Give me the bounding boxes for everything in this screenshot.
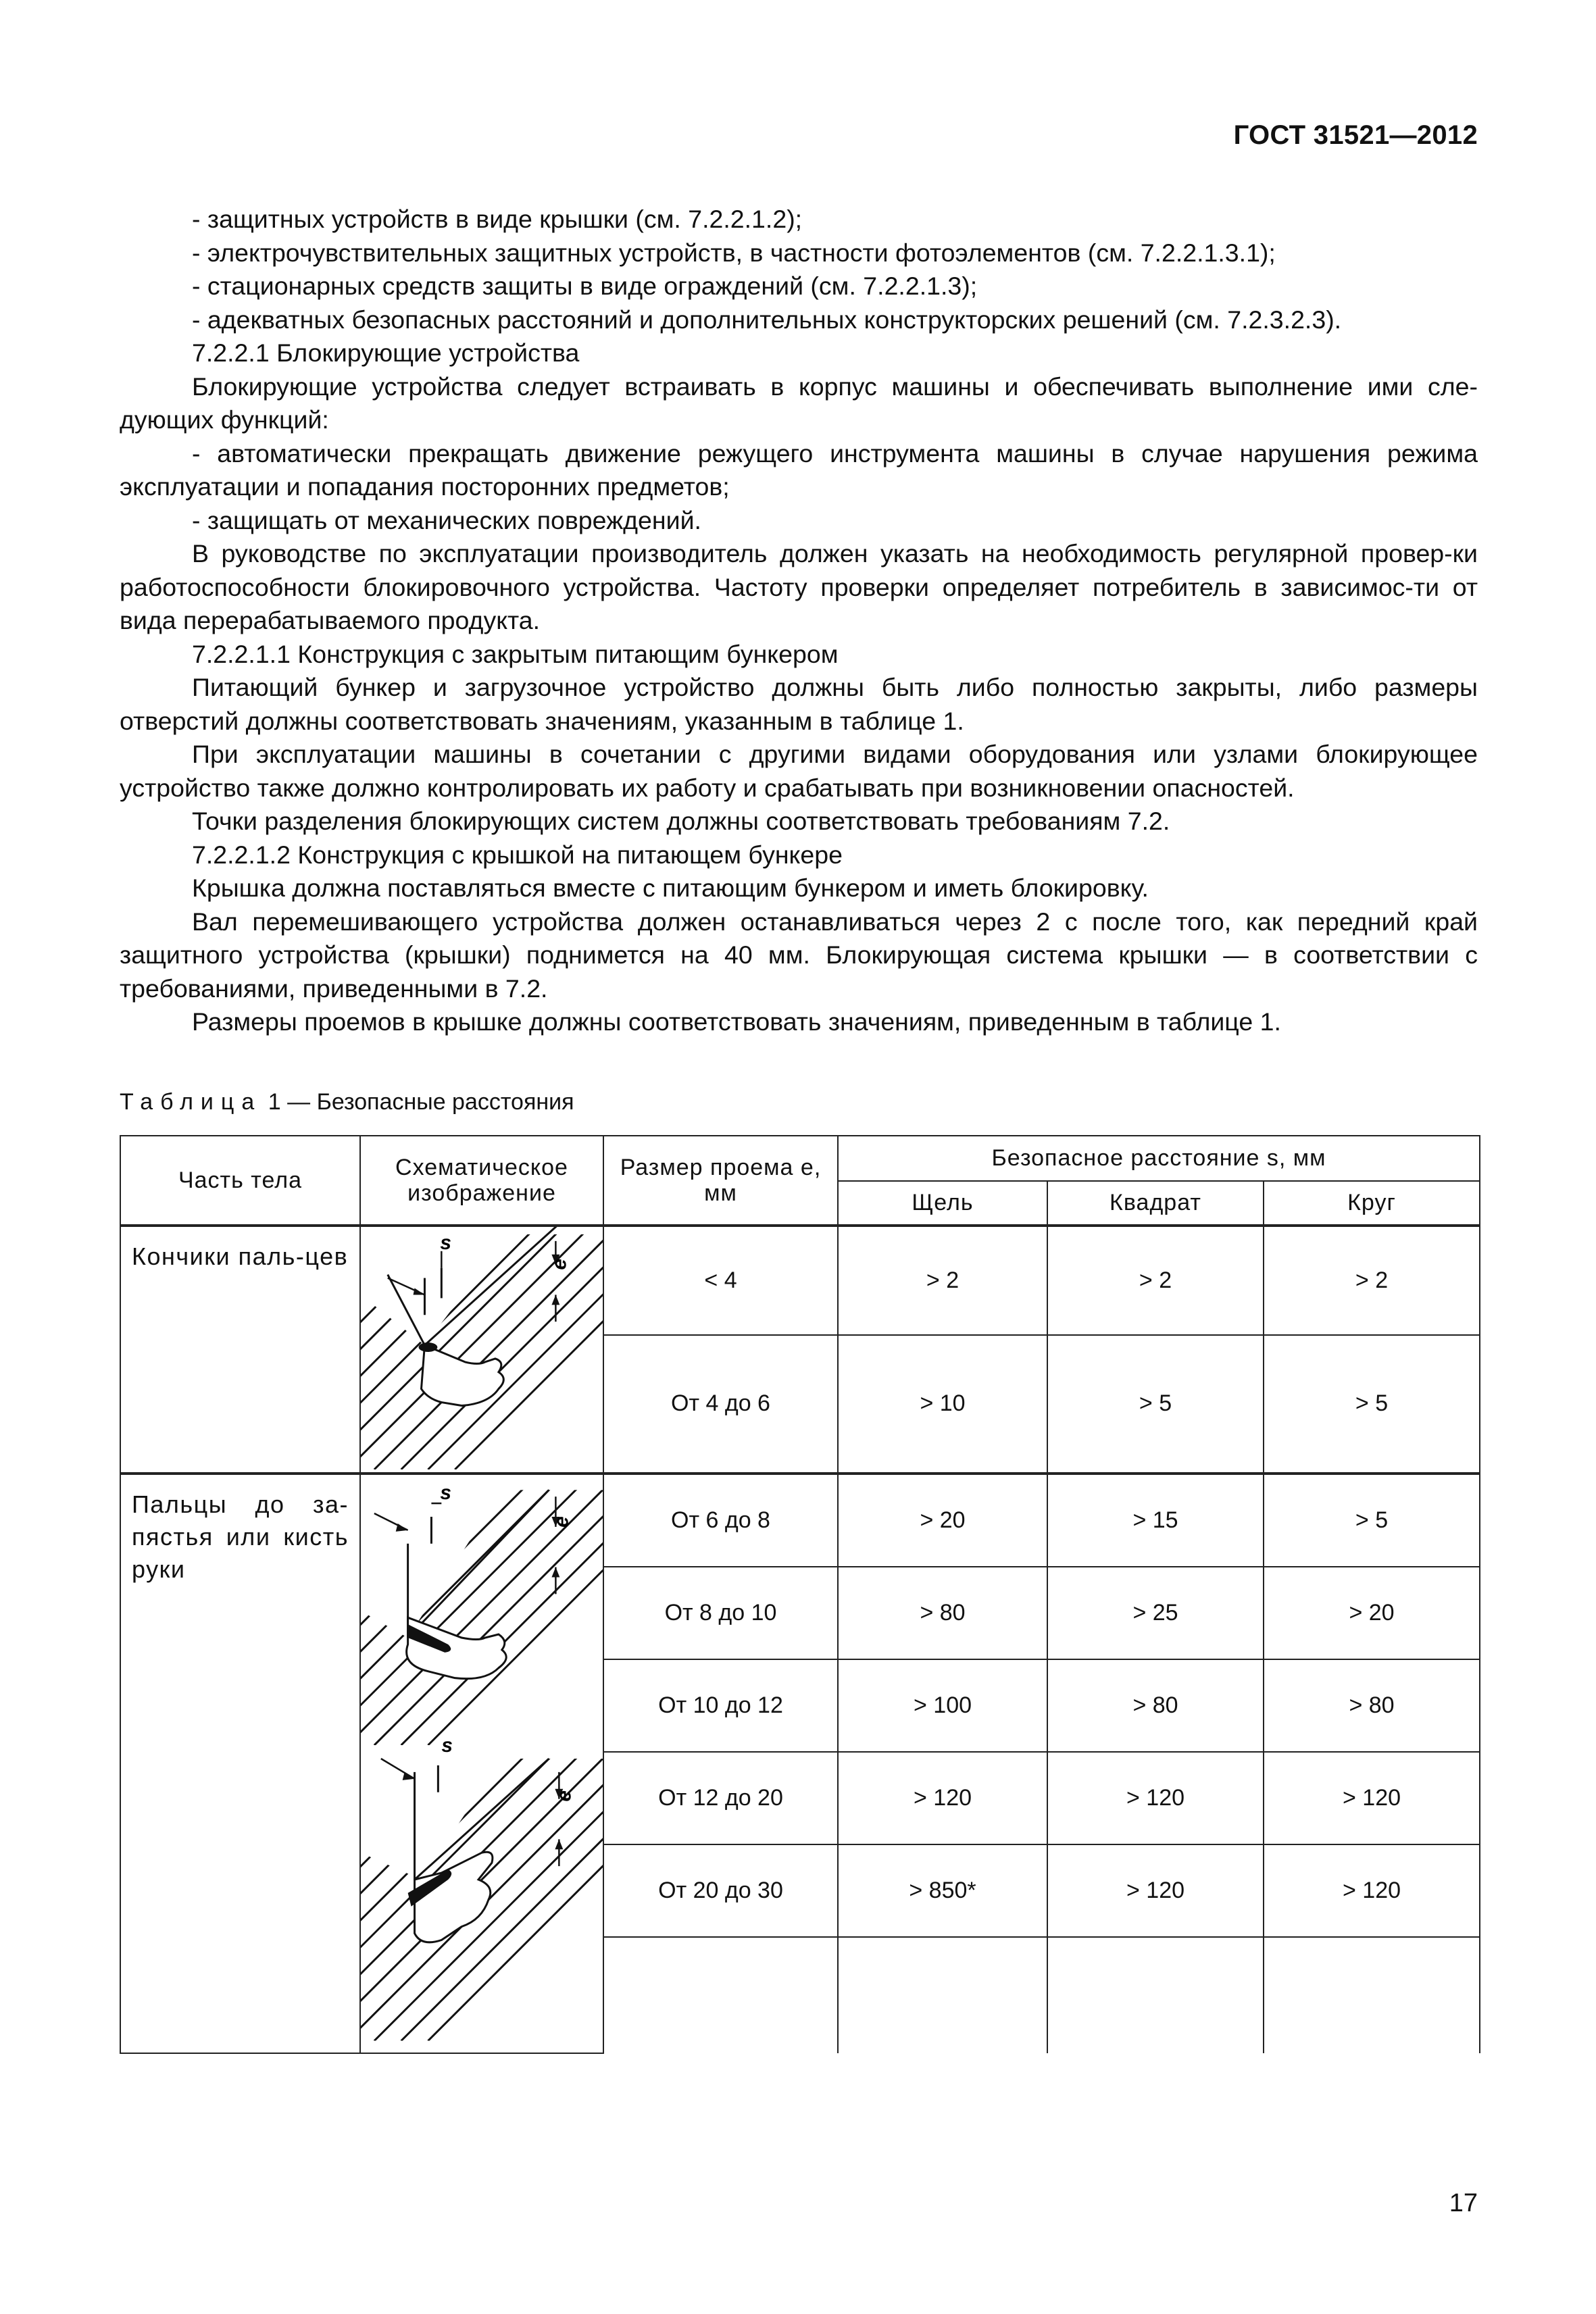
slot-distance: > 2 xyxy=(838,1226,1047,1334)
opening-size: От 8 до 10 xyxy=(603,1567,838,1659)
body-part-label: Пальцы до за-пястья или кисть руки xyxy=(120,1474,360,2053)
header-square: Квадрат xyxy=(1047,1181,1264,1226)
slot-distance: > 20 xyxy=(838,1474,1047,1566)
circle-distance: > 120 xyxy=(1264,1752,1480,1844)
empty-cell xyxy=(603,1937,838,2053)
paragraph: - адекватных безопасных расстояний и дополнительных конструкторских решений (см. 7.2.3.2.3). xyxy=(192,305,1342,334)
header-safe-distance: Безопасное расстояние s, мм xyxy=(838,1136,1480,1181)
slot-distance: > 120 xyxy=(838,1752,1047,1844)
paragraph: - электрочувствительных защитных устройств, в частности фотоэлементов (см. 7.2.2.1.3.1); xyxy=(192,238,1276,267)
opening-size: От 4 до 6 xyxy=(603,1335,838,1474)
diagram-cell xyxy=(360,1474,603,2053)
empty-cell xyxy=(1047,1937,1264,2053)
table-row xyxy=(120,1474,1480,1566)
paragraph: Размеры проемов в крышке должны соответствовать значениям, приведенным в таблице 1. xyxy=(192,1007,1281,1036)
opening-size: От 12 до 20 xyxy=(603,1752,838,1844)
square-distance: > 120 xyxy=(1047,1752,1264,1844)
e-label: e xyxy=(550,1516,573,1528)
square-distance: > 80 xyxy=(1047,1659,1264,1752)
paragraph: - стационарных средств защиты в виде ограждений (см. 7.2.2.1.3); xyxy=(192,272,978,300)
paragraph: Питающий бункер и загрузочное устройство должны быть либо полностью закрыты, либо размеры отверстий должны соответствовать значениям, указанным в таблице 1. xyxy=(120,673,1478,735)
slot-distance: > 100 xyxy=(838,1659,1047,1752)
fingertip-diagram xyxy=(361,1227,603,1470)
opening-size: От 6 до 8 xyxy=(603,1474,838,1566)
section-heading: 7.2.2.1 Блокирующие устройства xyxy=(192,338,580,367)
opening-size: < 4 xyxy=(603,1226,838,1334)
opening-size: От 10 до 12 xyxy=(603,1659,838,1752)
body-part-label: Кончики паль-цев xyxy=(120,1226,360,1474)
header-circle: Круг xyxy=(1264,1181,1480,1226)
empty-cell xyxy=(838,1937,1047,2053)
paragraph: - защищать от механических повреждений. xyxy=(192,505,701,534)
square-distance: > 120 xyxy=(1047,1844,1264,1937)
table-caption xyxy=(120,1089,574,1115)
paragraph: В руководстве по эксплуатации производитель должен указать на необходимость регулярной провер-ки работоспособности блокировочного устройства. Частоту проверки определяет потребитель в зависимос-ти от вида перерабатываемого продукта. xyxy=(120,539,1478,634)
circle-distance: > 80 xyxy=(1264,1659,1480,1752)
paragraph: Крышка должна поставляться вместе с питающим бункером и иметь блокировку. xyxy=(192,874,1149,902)
square-distance: > 5 xyxy=(1047,1335,1264,1474)
circle-distance: > 5 xyxy=(1264,1335,1480,1474)
hand-diagram xyxy=(361,1475,603,2042)
header-opening-size: Размер проема e, мм xyxy=(603,1136,838,1226)
table-row xyxy=(120,1226,1480,1334)
circle-distance: > 2 xyxy=(1264,1226,1480,1334)
paragraph: Точки разделения блокирующих систем должны соответствовать требованиям 7.2. xyxy=(192,807,1170,835)
circle-distance: > 5 xyxy=(1264,1474,1480,1566)
header-slot: Щель xyxy=(838,1181,1047,1226)
paragraph: Блокирующие устройства следует встраивать в корпус машины и обеспечивать выполнение ими сле-дующих функций: xyxy=(120,372,1478,434)
s-label: s xyxy=(440,1231,451,1254)
square-distance: > 2 xyxy=(1047,1226,1264,1334)
table-caption-word: Таблица xyxy=(120,1089,262,1115)
diagram-cell xyxy=(360,1226,603,1474)
header-schema: Схематическое изображение xyxy=(360,1136,603,1226)
square-distance: > 25 xyxy=(1047,1567,1264,1659)
document-id: ГОСТ 31521—2012 xyxy=(1233,120,1478,150)
paragraph: - защитных устройств в виде крышки (см. 7.2.2.1.2); xyxy=(192,205,803,233)
table-caption-title: 1 — Безопасные расстояния xyxy=(268,1089,574,1115)
slot-distance: > 850* xyxy=(838,1844,1047,1937)
e-label: e xyxy=(548,1259,571,1270)
square-distance: > 15 xyxy=(1047,1474,1264,1566)
slot-distance: > 80 xyxy=(838,1567,1047,1659)
body-text xyxy=(120,203,1478,1039)
safety-distance-table xyxy=(120,1135,1480,2054)
s-label: s xyxy=(440,1482,451,1505)
section-heading: 7.2.2.1.2 Конструкция с крышкой на питающем бункере xyxy=(192,840,843,869)
page-number: 17 xyxy=(1449,2189,1478,2217)
s-label: s xyxy=(441,1734,453,1757)
slot-distance: > 10 xyxy=(838,1335,1047,1474)
paragraph: - автоматически прекращать движение режущего инструмента машины в случае нарушения режима эксплуатации и попадания посторонних предметов; xyxy=(120,438,1478,501)
circle-distance: > 120 xyxy=(1264,1844,1480,1937)
empty-cell xyxy=(1264,1937,1480,2053)
section-heading: 7.2.2.1.1 Конструкция с закрытым питающим бункером xyxy=(192,639,839,668)
paragraph: При эксплуатации машины в сочетании с другими видами оборудования или узлами блокирующее устройство также должно контролировать их работу и срабатывать при возникновении опасностей. xyxy=(120,740,1478,802)
header-part: Часть тела xyxy=(120,1136,360,1226)
circle-distance: > 20 xyxy=(1264,1567,1480,1659)
e-label: e xyxy=(553,1790,576,1803)
opening-size: От 20 до 30 xyxy=(603,1844,838,1937)
paragraph: Вал перемешивающего устройства должен останавливаться через 2 с после того, как передний край защитного устройства (крышки) поднимется на 40 мм. Блокирующая система крышки — в соответствии с требованиями, приведенными в 7.2. xyxy=(120,907,1478,1003)
